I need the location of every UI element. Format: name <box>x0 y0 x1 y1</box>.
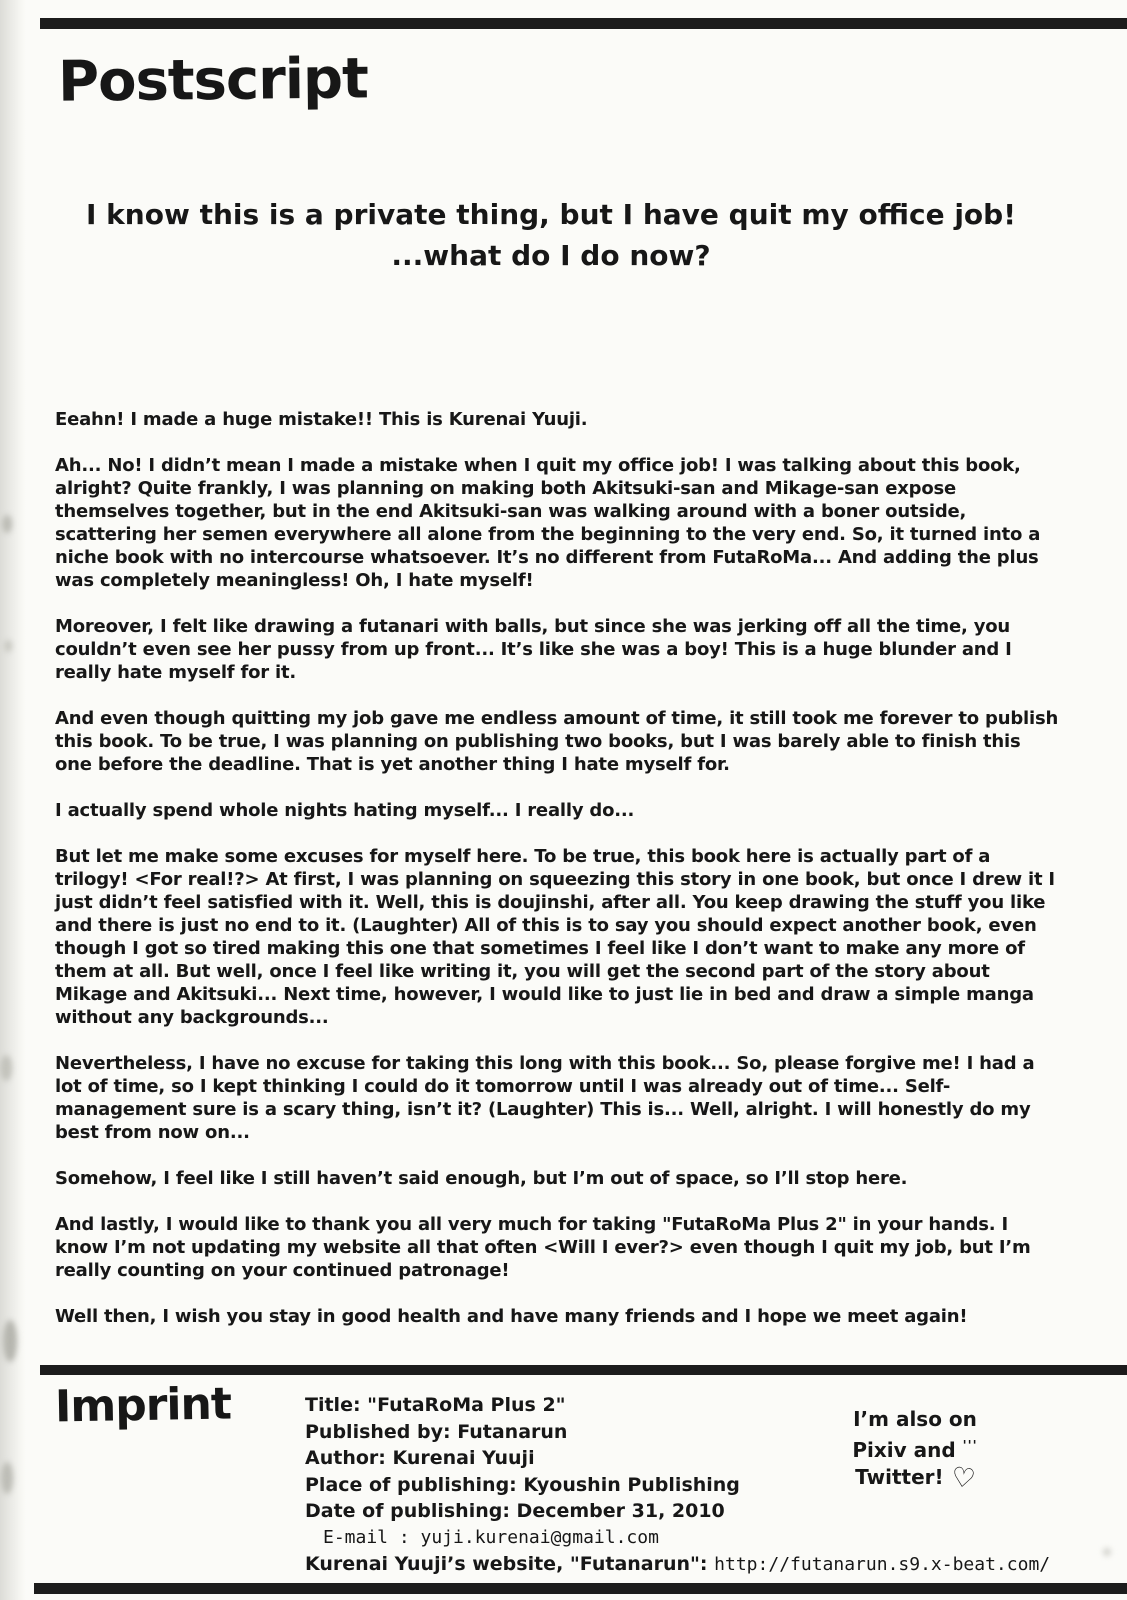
paragraph-greeting: Eeahn! I made a huge mistake!! This is Kurenai Yuuji. <box>55 409 588 430</box>
heart-icon: ♡ <box>948 1461 977 1496</box>
imprint-website-line <box>305 1551 1050 1579</box>
paragraph-mistake: Ah... No! I didn’t mean I made a mistake when I quit my office job! I was talking about this book, alright? Quite frankly, I was planning on making both Akitsuki-san and Mikage-san expose themselves together, but in the end Akitsuki-san was walking around with a boner outside, scattering her semen everywhere all alone from the beginning to the very end. So, it turned into a niche book with no intercourse whatsoever. It’s no different from FutaRoMa... And adding the plus was completely meaningless! Oh, I hate myself! <box>55 455 1041 591</box>
website-url: http://futanarun.s9.x-beat.com/ <box>714 1554 1051 1575</box>
paragraph-moreover: Moreover, I felt like drawing a futanari with balls, but since she was jerking off all the time, you couldn’t even see her pussy from up front... It’s like she was a boy! This is a huge blunder and I really hate myself for it. <box>55 616 1012 683</box>
scan-smudge <box>4 640 12 652</box>
paragraph-thanks: And lastly, I would like to thank you all very much for taking "FutaRoMa Plus 2" in your hands. I know I’m not updating my website all that often <Will I ever?> even though I quit my job, but I’m really counting on your continued patronage! <box>55 1214 1031 1281</box>
scan-smudge <box>2 515 12 533</box>
paragraph-farewell: Well then, I wish you stay in good health and have many friends and I hope we meet again! <box>55 1306 968 1327</box>
emphasis-marks: ''' <box>962 1439 978 1454</box>
top-divider-rule <box>40 18 1127 29</box>
social-line3-text: Twitter! <box>855 1465 944 1489</box>
subtitle-line2: ...what do I do now? <box>391 239 711 272</box>
paragraph-somehow: Somehow, I feel like I still haven’t said enough, but I’m out of space, so I’ll stop here. <box>55 1168 908 1189</box>
subtitle <box>0 194 1102 276</box>
page-title: Postscript <box>57 46 369 115</box>
imprint-date-line: Date of publishing: December 31, 2010 <box>305 1500 725 1522</box>
social-note <box>810 1406 1020 1496</box>
paragraph-excuses: But let me make some excuses for myself here. To be true, this book here is actually part of a trilogy! <For real!?> At first, I was planning on squeezing this story in one book, but once I drew it I just didn’t feel satisfied with it. Well, this is doujinshi, after all. You keep drawing the stuff you like and there is just no end to it. (Laughter) All of this is to say you should expect another book, even though I got so tired making this one that sometimes I feel like I don’t want to make any more of them at all. But well, once I feel like writing it, you will get the second part of the story about Mikage and Akitsuki... Next time, however, I would like to just lie in bed and draw a simple manga without any backgrounds... <box>55 846 1055 1028</box>
imprint-publisher-line: Published by: Futanarun <box>305 1420 568 1443</box>
paragraph-nights: I actually spend whole nights hating myself... I really do... <box>55 800 635 821</box>
social-line1: I’m also on <box>853 1407 977 1431</box>
imprint-author-line: Author: Kurenai Yuuji <box>305 1447 535 1469</box>
imprint-title-line: Title: "FutaRoMa Plus 2" <box>305 1394 566 1416</box>
paragraph-deadline: And even though quitting my job gave me endless amount of time, it still took me forever to publish this book. To be true, I was planning on publishing two books, but I was barely able to finish this one before the deadline. That is yet another thing I hate myself for. <box>55 708 1059 775</box>
social-line2-text: Pixiv and <box>852 1438 956 1462</box>
website-label: Kurenai Yuuji’s website, "Futanarun": <box>305 1553 708 1575</box>
imprint-email-line: E-mail : yuji.kurenai@gmail.com <box>323 1526 659 1548</box>
subtitle-line1: I know this is a private thing, but I have quit my office job! <box>86 198 1016 231</box>
imprint-heading: Imprint <box>54 1378 232 1433</box>
postscript-body <box>55 408 1060 1351</box>
imprint-top-rule <box>40 1365 1127 1375</box>
social-line2 <box>810 1433 1020 1464</box>
scan-smudge <box>1103 1548 1111 1556</box>
imprint-place-line: Place of publishing: Kyoushin Publishing <box>305 1473 740 1496</box>
bottom-divider-rule <box>34 1583 1127 1594</box>
scan-smudge <box>1 1462 13 1494</box>
scan-smudge <box>0 1055 12 1081</box>
paragraph-forgive: Nevertheless, I have no excuse for taking this long with this book... So, please forgive me! I had a lot of time, so I kept thinking I could do it tomorrow until I was already out of time... Self-management sure is a scary thing, isn’t it? (Laughter) This is... Well, alright. I will honestly do my best from now on... <box>55 1053 1035 1143</box>
scan-smudge <box>3 1320 17 1362</box>
social-line3 <box>810 1461 1020 1496</box>
